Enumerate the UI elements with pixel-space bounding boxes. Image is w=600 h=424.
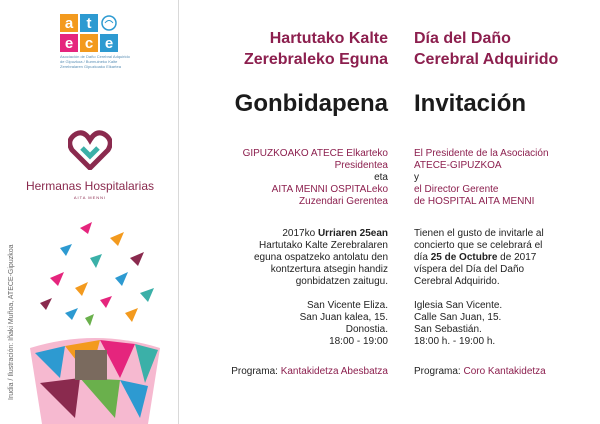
- eu-program-value: Kantakidetza Abesbatza: [280, 366, 388, 377]
- es-title-line2: Cerebral Adquirido: [414, 51, 559, 68]
- es-and: y: [414, 172, 419, 183]
- es-title: [414, 28, 558, 70]
- eu-body-line2: Hartutako Kalte Zerebralaren: [259, 240, 388, 251]
- atece-letter-e2: e: [100, 34, 118, 52]
- mosaic-bowl: [30, 338, 160, 424]
- atece-letter-a: a: [60, 14, 78, 32]
- heart-icon: [68, 130, 112, 170]
- left-panel: [0, 0, 178, 424]
- es-venue: [414, 300, 502, 348]
- es-title-line1: Día del Daño: [414, 30, 511, 47]
- es-year: de 2017: [497, 252, 537, 263]
- atece-letter-c: c: [80, 34, 98, 52]
- eu-venue-line1: San Vicente Eliza.: [307, 300, 388, 311]
- eu-body-line5: gonbidatzen zaitugu.: [295, 276, 388, 287]
- eu-venue-line2: San Juan kalea, 15.: [299, 312, 388, 323]
- eu-body-line4: kontzertura atsegin handiz: [270, 264, 388, 275]
- atece-head-icon: [100, 14, 118, 32]
- es-body-line2: concierto que se celebrará el: [414, 240, 543, 251]
- es-program-label: Programa:: [414, 366, 464, 377]
- origami-birds: [40, 222, 154, 326]
- es-host1: El Presidente de la Asociación: [414, 148, 549, 159]
- eu-date: Urriaren 25ean: [317, 228, 388, 239]
- atece-logo: [60, 14, 130, 69]
- eu-body: [254, 228, 388, 288]
- es-host2-org: de HOSPITAL AITA MENNI: [414, 196, 535, 207]
- es-body-line5: Cerebral Adquirido.: [414, 276, 500, 287]
- eu-year: 2017ko: [282, 228, 318, 239]
- eu-host1-role: Presidentea: [334, 160, 388, 171]
- eu-hosts: [243, 148, 388, 208]
- es-body: [414, 228, 544, 288]
- es-hosts: [414, 148, 549, 208]
- hh-sub: AITA MENNI: [73, 195, 107, 200]
- eu-host2-role: Zuzendari Gerentea: [299, 196, 388, 207]
- atece-letter-t: t: [80, 14, 98, 32]
- eu-date-line: [254, 228, 388, 240]
- es-venue-line2: Calle San Juan, 15.: [414, 312, 502, 323]
- eu-venue-time: 18:00 - 19:00: [329, 336, 388, 347]
- es-host2: el Director Gerente: [414, 184, 499, 195]
- es-program: [414, 366, 546, 377]
- hermanas-hospitalarias-logo: [20, 130, 160, 200]
- es-body-line1: Tienen el gusto de invitarle al: [414, 228, 544, 239]
- divider: [178, 0, 179, 424]
- atece-subtitle: Asociación de Daño Cerebral Adquirido de Gipuzkoa / Burmuineko Kalte Zerebralaren Gipuzkoako Elkartea: [60, 54, 130, 69]
- es-venue-time: 18:00 h. - 19:00 h.: [414, 336, 496, 347]
- es-program-value: Coro Kantakidetza: [463, 366, 546, 377]
- eu-heading: Gonbidapena: [234, 90, 388, 117]
- eu-body-line3: eguna ospatzeko antolatu den: [254, 252, 388, 263]
- eu-program: [231, 366, 388, 377]
- es-dia: día: [414, 252, 431, 263]
- es-date: 25 de Octubre: [430, 252, 498, 263]
- hh-name: Hermanas Hospitalarias: [25, 179, 155, 193]
- eu-venue: [300, 300, 388, 348]
- eu-program-label: Programa:: [231, 366, 281, 377]
- eu-title: [244, 28, 388, 70]
- eu-title-line2: Zerebraleko Eguna: [243, 51, 388, 68]
- atece-letter-e1: e: [60, 34, 78, 52]
- eu-host2: AITA MENNI OSPITALeko: [271, 184, 388, 195]
- es-venue-line1: Iglesia San Vicente.: [414, 300, 503, 311]
- illustration-birds-bowl: [20, 218, 170, 424]
- es-venue-line3: San Sebastián.: [414, 324, 482, 335]
- es-host1-org: ATECE-GIPUZKOA: [414, 160, 502, 171]
- eu-title-line1: Hartutako Kalte: [269, 30, 388, 47]
- es-body-line4: víspera del Día del Daño: [414, 264, 525, 275]
- es-date-line: [414, 252, 544, 264]
- eu-and: eta: [374, 172, 388, 183]
- es-heading: Invitación: [414, 90, 527, 117]
- illustration-credit: Irudia / Ilustración: Iñaki Muñoa, ATECE-Gipuzkoa: [8, 244, 15, 400]
- eu-venue-line3: Donostia.: [345, 324, 388, 335]
- eu-host1: GIPUZKOAKO ATECE Elkarteko: [242, 148, 388, 159]
